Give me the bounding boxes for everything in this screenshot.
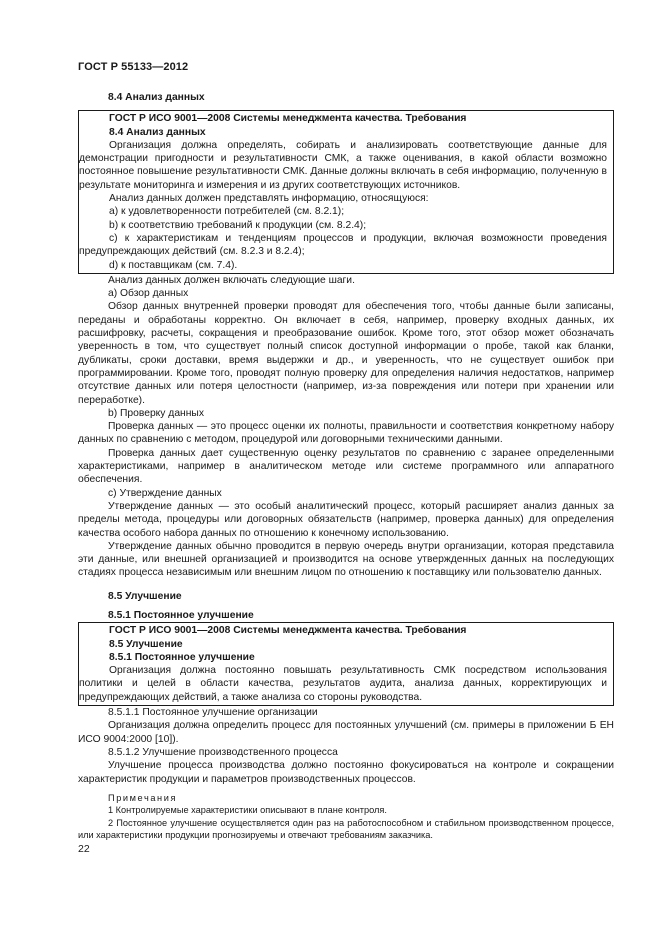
- step-a-text: Обзор данных внутренней проверки проводят для обеспечения того, чтобы данные были записаны, переданы и обработаны корректно. Он включает в себя, например, проверку входных данных, их расшифровку, расчеты, сокращения и преобразование ошибок. Кроме того, этот обзор может обозначать уверенность в том, что существует полный список доступной информации о пробе, такой как бланки, дубликаты, сроки доставки, время выдержки и др., и уверенность, что не существует ошибок при программировании. Кроме того, проводят полную проверку для определения наличия недостатков, например отсутствие данных или потеря целостности (например, из-за повреждения или потери при хранении или переработке).: [78, 301, 614, 406]
- box2-paragraph: Организация должна постоянно повышать результативность СМК посредством использования политики и целей в области качества, результатов аудита, анализа данных, корректирующих и предупреждающих действий, а также анализа со стороны руководства.: [79, 665, 607, 703]
- box2-section-title: 8.5 Улучшение: [109, 638, 183, 650]
- box1-item-d: d) к поставщикам (см. 7.4).: [109, 259, 238, 271]
- box2-standard-title: ГОСТ Р ИСО 9001—2008 Системы менеджмента качества. Требования: [109, 625, 467, 637]
- notes-heading: Примечания: [108, 792, 178, 803]
- section-8-5-title: 8.5 Улучшение: [108, 590, 182, 602]
- box1-paragraph-1: Организация должна определять, собирать и анализировать соответствующие данные для демонстрации пригодности и результативности СМК, а также оценивания, в какой области возможно постоянное повышение результативности СМК. Данные должны включать в себя информацию, полученную в результате мониторинга и измерения и из других соответствующих источников.: [79, 139, 607, 191]
- steps-intro: Анализ данных должен включать следующие шаги.: [108, 274, 355, 286]
- step-c-text-2: Утверждение данных обычно проводится в первую очередь внутри организации, которая представила эти данные, или внешней организацией и производится на основе утвержденных данных на последующих стадиях процесса независимым или внешним лицом по отношению к поставщику или пользователю данных.: [78, 540, 614, 579]
- sub-8-5-1-1-heading: 8.5.1.1 Постоянное улучшение организации: [108, 707, 318, 719]
- section-8-4-title: 8.4 Анализ данных: [108, 92, 205, 103]
- document-header: ГОСТ Р 55133—2012: [78, 61, 189, 73]
- box1-item-a: a) к удовлетворенности потребителей (см. 8.2.1);: [109, 206, 345, 218]
- step-b-heading: b) Проверку данных: [108, 407, 204, 419]
- box2-subsection-title: 8.5.1 Постоянное улучшение: [109, 651, 255, 663]
- step-b-text-2: Проверка данных дает существенную оценку результатов по сравнению с заранее определенными характеристиками, например в аналитическом методе или системе программного или аппаратного обеспечения.: [78, 447, 614, 486]
- step-c-heading: c) Утверждение данных: [108, 487, 222, 499]
- page-content: [78, 91, 614, 842]
- page-number: 22: [78, 843, 90, 855]
- note-1: 1 Контролируемые характеристики описывают в плане контроля.: [108, 805, 387, 816]
- notes-block: [78, 792, 614, 842]
- step-b-text-1: Проверка данных — это процесс оценки их полноты, правильности и соответствия конкретному набору данных по сравнению с методом, процедурой или договорными техническими данными.: [78, 421, 614, 446]
- note-2: 2 Постоянное улучшение осуществляется один раз на работоспособном и стабильном производственном процессе, или характеристики продукции прогнозируемы и отвечают требованиям заказчика.: [78, 817, 614, 841]
- quote-box-iso-8-5: [78, 622, 614, 706]
- sub-8-5-1-2-heading: 8.5.1.2 Улучшение производственного процесса: [108, 746, 338, 758]
- step-c-text-1: Утверждение данных — это особый аналитический процесс, который расширяет анализ данных за пределы метода, процедуры или договорных обязательств (например, проверка данных) для определения качества особого набора данных по отношению к конечному использованию.: [78, 500, 614, 539]
- box1-standard-title: ГОСТ Р ИСО 9001—2008 Системы менеджмента качества. Требования: [109, 113, 467, 125]
- sub-8-5-1-1-text: Организация должна определить процесс для постоянных улучшений (см. примеры в приложении Б ЕН ИСО 9004:2000 [10]).: [78, 720, 614, 745]
- quote-box-iso-8-4: [78, 110, 614, 274]
- section-8-5-1-title: 8.5.1 Постоянное улучшение: [108, 609, 254, 621]
- box1-item-b: b) к соответствию требований к продукции (см. 8.2.4);: [109, 219, 367, 231]
- step-a-heading: a) Обзор данных: [108, 288, 189, 300]
- sub-8-5-1-2-text: Улучшение процесса производства должно постоянно фокусироваться на контроле и сокращении характеристик продукции и параметров производственных процессов.: [78, 760, 614, 785]
- box1-section-title: 8.4 Анализ данных: [109, 126, 206, 138]
- box1-paragraph-2: Анализ данных должен представлять информацию, относящуюся:: [109, 193, 429, 205]
- box1-item-c: c) к характеристикам и тенденциям процессов и продукции, включая возможности проведения предупреждающих действий (см. 8.2.3 и 8.2.4);: [79, 232, 607, 258]
